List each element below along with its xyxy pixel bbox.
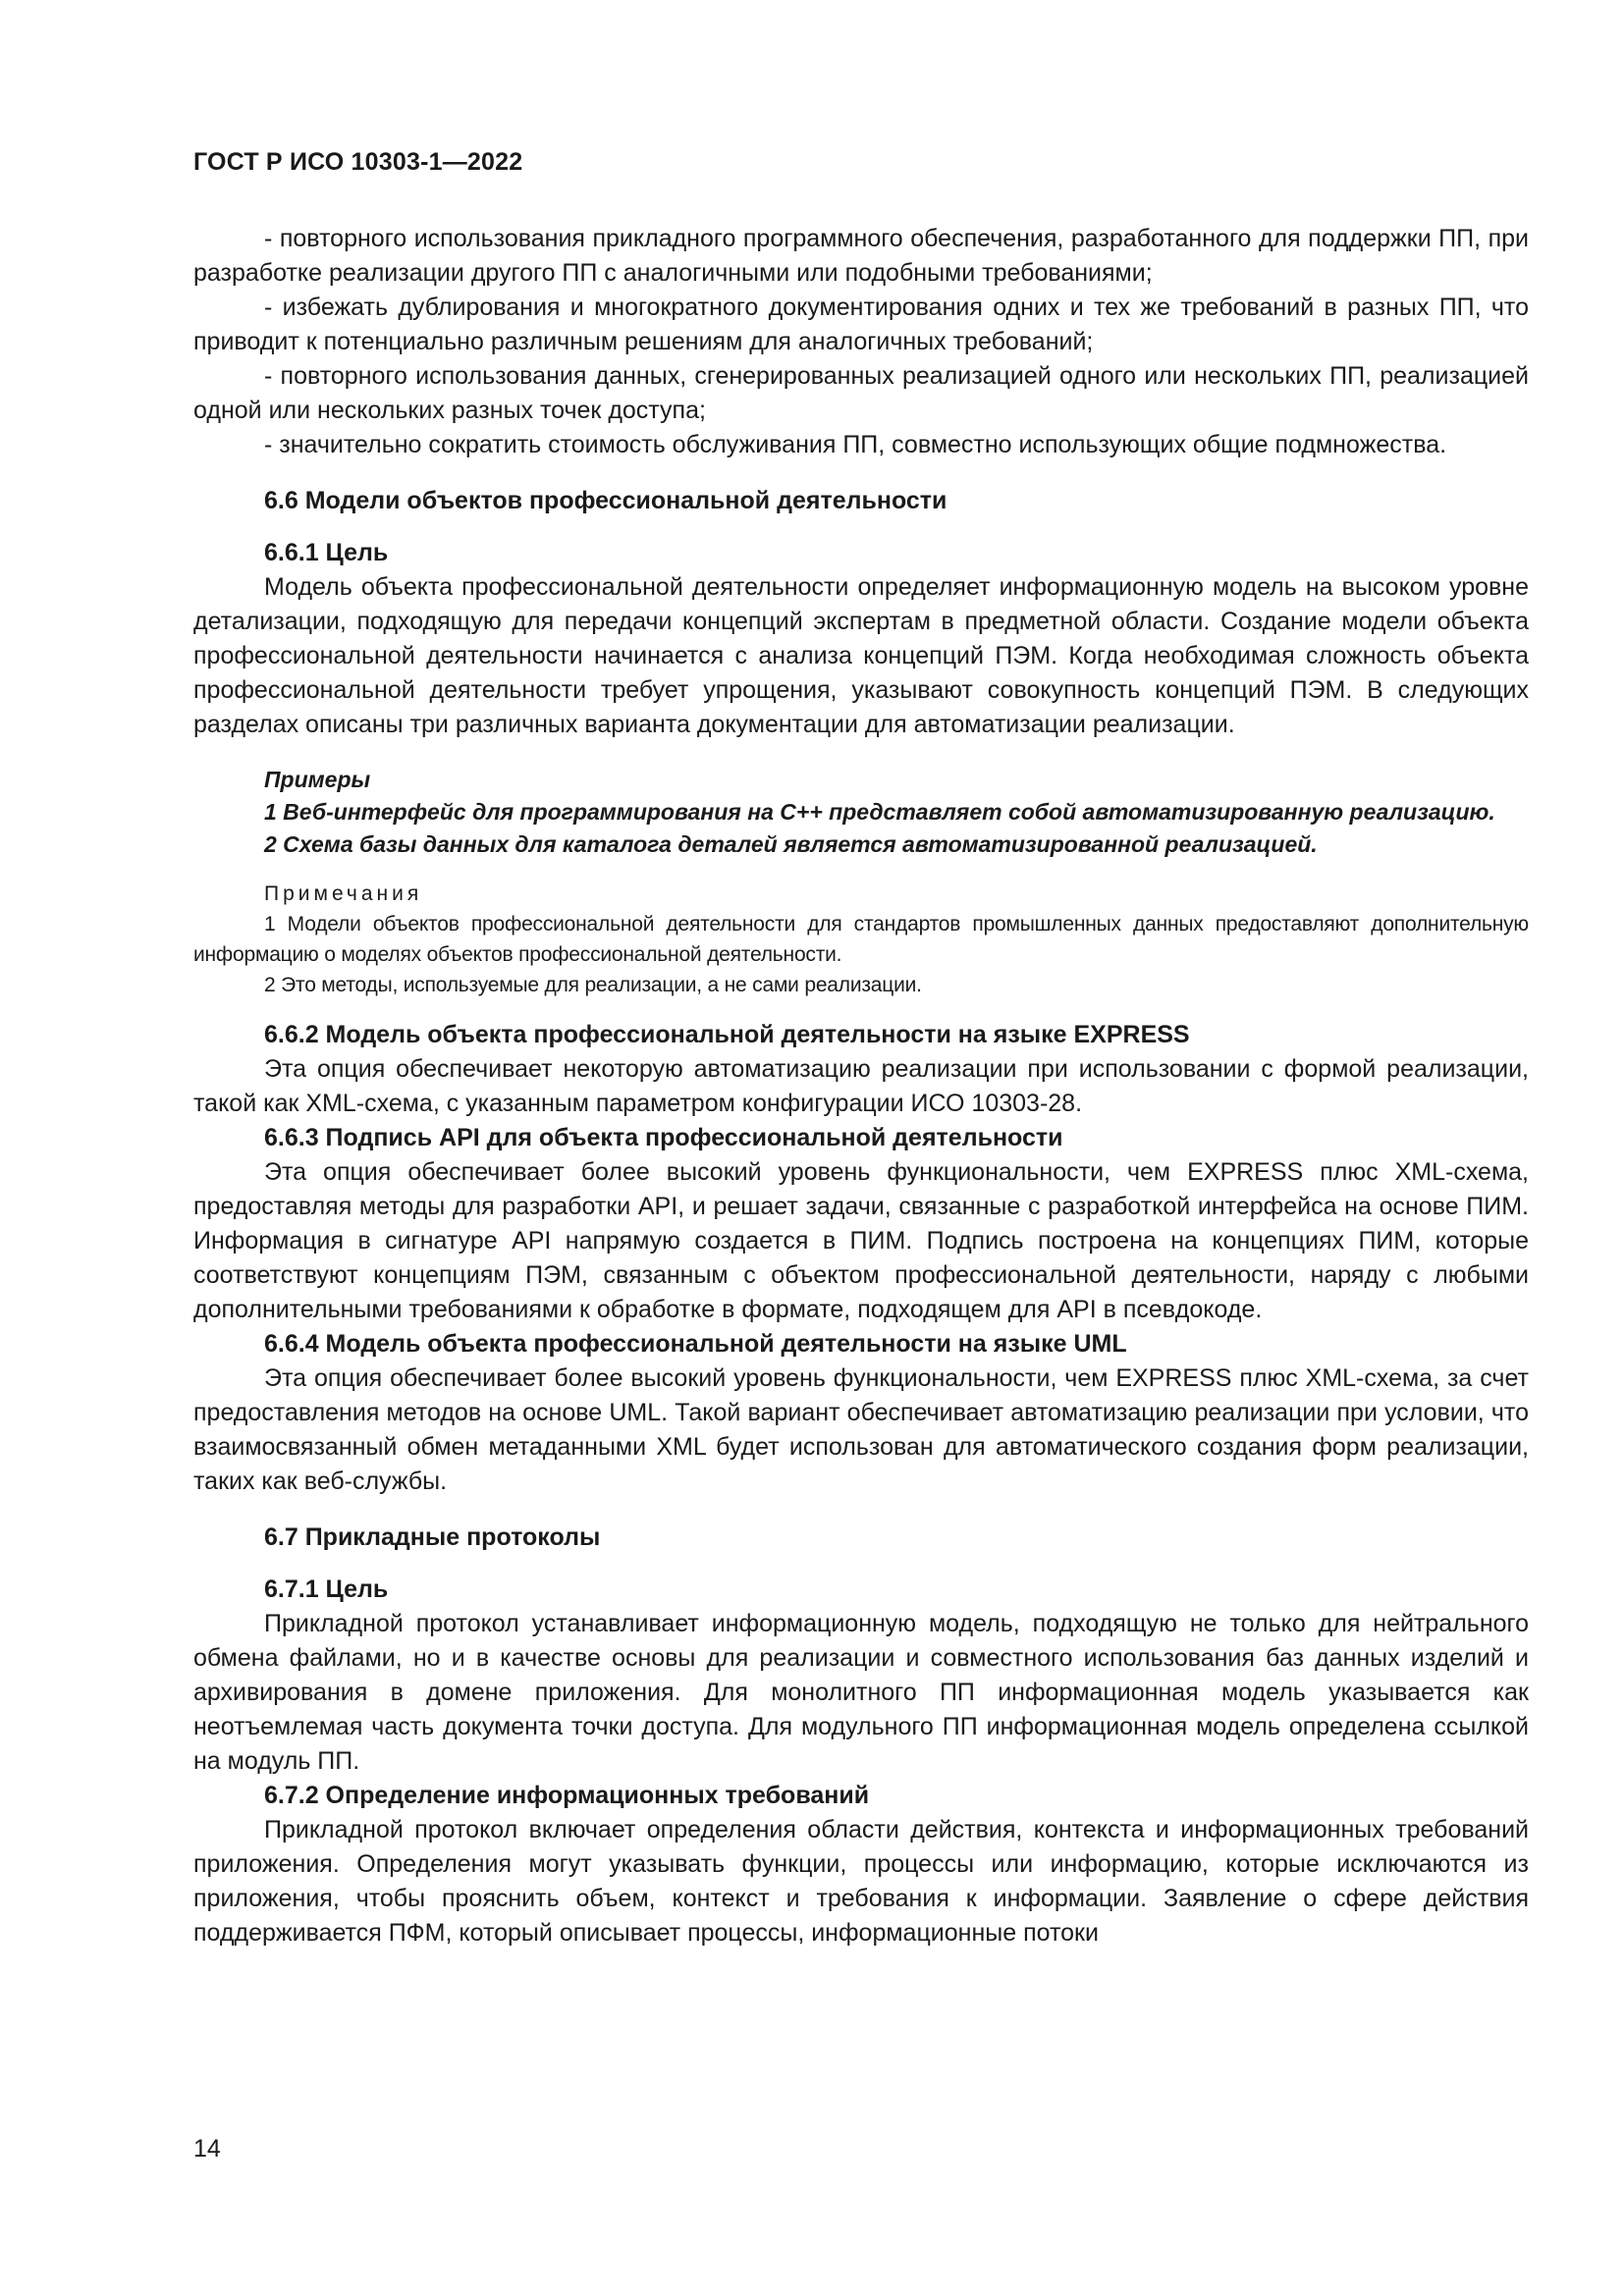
note-item: 2 Это методы, используемые для реализации, а не сами реализации. (264, 974, 922, 996)
section-heading-6-6-1: 6.6.1 Цель (264, 539, 389, 566)
section-text-6-6-1: Модель объекта профессиональной деятельности определяет информационную модель на высоком уровне детализации, подходящую для передачи концепций экспертам в предметной области. Создание модели объекта профессиональной деятельности начинается с анализа концепций ПЭМ. Когда необходимая сложность объекта профессиональной деятельности требует упрощения, указывают совокупность концепций ПЭМ. В следующих разделах описаны три различных варианта документации для автоматизации реализации. (193, 573, 1529, 738)
example-item: 2 Схема базы данных для каталога деталей является автоматизированной реализацией. (264, 831, 1318, 857)
list-item: - повторного использования данных, сгенерированных реализацией одного или нескольких ПП, реализацией одной или нескольких разных точек доступа; (193, 362, 1529, 424)
section-heading-6-6-3: 6.6.3 Подпись API для объекта профессиональной деятельности (264, 1124, 1063, 1151)
note-item: 1 Модели объектов профессиональной деятельности для стандартов промышленных данных предоставляют дополнительную информацию о моделях объектов профессиональной деятельности. (193, 913, 1529, 966)
section-text-6-6-4: Эта опция обеспечивает более высокий уровень функциональности, чем EXPRESS плюс XML-схема, за счет предоставления методов на основе UML. Такой вариант обеспечивает автоматизацию реализации при условии, что взаимосвязанный обмен метаданными XML будет использован для автоматического создания форм реализации, таких как веб-службы. (193, 1364, 1529, 1495)
section-heading-6-6-4: 6.6.4 Модель объекта профессиональной деятельности на языке UML (264, 1330, 1127, 1358)
section-heading-6-6-2: 6.6.2 Модель объекта профессиональной деятельности на языке EXPRESS (264, 1021, 1190, 1048)
section-heading-6-7-2: 6.7.2 Определение информационных требований (264, 1782, 870, 1809)
section-text-6-6-3: Эта опция обеспечивает более высокий уровень функциональности, чем EXPRESS плюс XML-схема, предоставляя методы для разработки API, и решает задачи, связанные с разработкой интерфейса на основе ПИМ. Информация в сигнатуре API напрямую создается в ПИМ. Подпись построена на концепциях ПИМ, которые соответствуют концепциям ПЭМ, связанным с объектом профессиональной деятельности, наряду с любыми дополнительными требованиями к обработке в формате, подходящем для API в псевдокоде. (193, 1158, 1529, 1323)
section-text-6-6-2: Эта опция обеспечивает некоторую автоматизацию реализации при использовании с формой реализации, такой как XML-схема, с указанным параметром конфигурации ИСО 10303-28. (193, 1055, 1529, 1117)
examples-title: Примеры (264, 767, 371, 792)
document-body (193, 222, 1529, 1950)
list-item: - избежать дублирования и многократного документирования одних и тех же требований в разных ПП, что приводит к потенциально различным решениям для аналогичных требований; (193, 294, 1529, 355)
section-heading-6-6: 6.6 Модели объектов профессиональной деятельности (264, 487, 947, 514)
section-heading-6-7: 6.7 Прикладные протоколы (264, 1523, 601, 1551)
section-text-6-7-2: Прикладной протокол включает определения области действия, контекста и информационных требований приложения. Определения могут указывать функции, процессы или информацию, которые исключаются из приложения, чтобы прояснить объем, контекст и требования к информации. Заявление о сфере действия поддерживается ПФМ, который описывает процессы, информационные потоки (193, 1816, 1529, 1947)
page-number: 14 (193, 2135, 221, 2163)
document-header: ГОСТ Р ИСО 10303-1—2022 (193, 148, 523, 176)
section-text-6-7-1: Прикладной протокол устанавливает информационную модель, подходящую не только для нейтрального обмена файлами, но и в качестве основы для реализации и совместного использования баз данных изделий и архивирования в домене приложения. Для монолитного ПП информационная модель указывается как неотъемлемая часть документа точки доступа. Для модульного ПП информационная модель определена ссылкой на модуль ПП. (193, 1610, 1529, 1775)
list-item: - повторного использования прикладного программного обеспечения, разработанного для поддержки ПП, при разработке реализации другого ПП с аналогичными или подобными требованиями; (193, 225, 1529, 287)
list-item: - значительно сократить стоимость обслуживания ПП, совместно использующих общие подмножества. (264, 431, 1447, 458)
example-item: 1 Веб-интерфейс для программирования на С++ представляет собой автоматизированную реализацию. (264, 799, 1495, 825)
notes-title: Примечания (264, 882, 423, 905)
section-heading-6-7-1: 6.7.1 Цель (264, 1575, 389, 1603)
